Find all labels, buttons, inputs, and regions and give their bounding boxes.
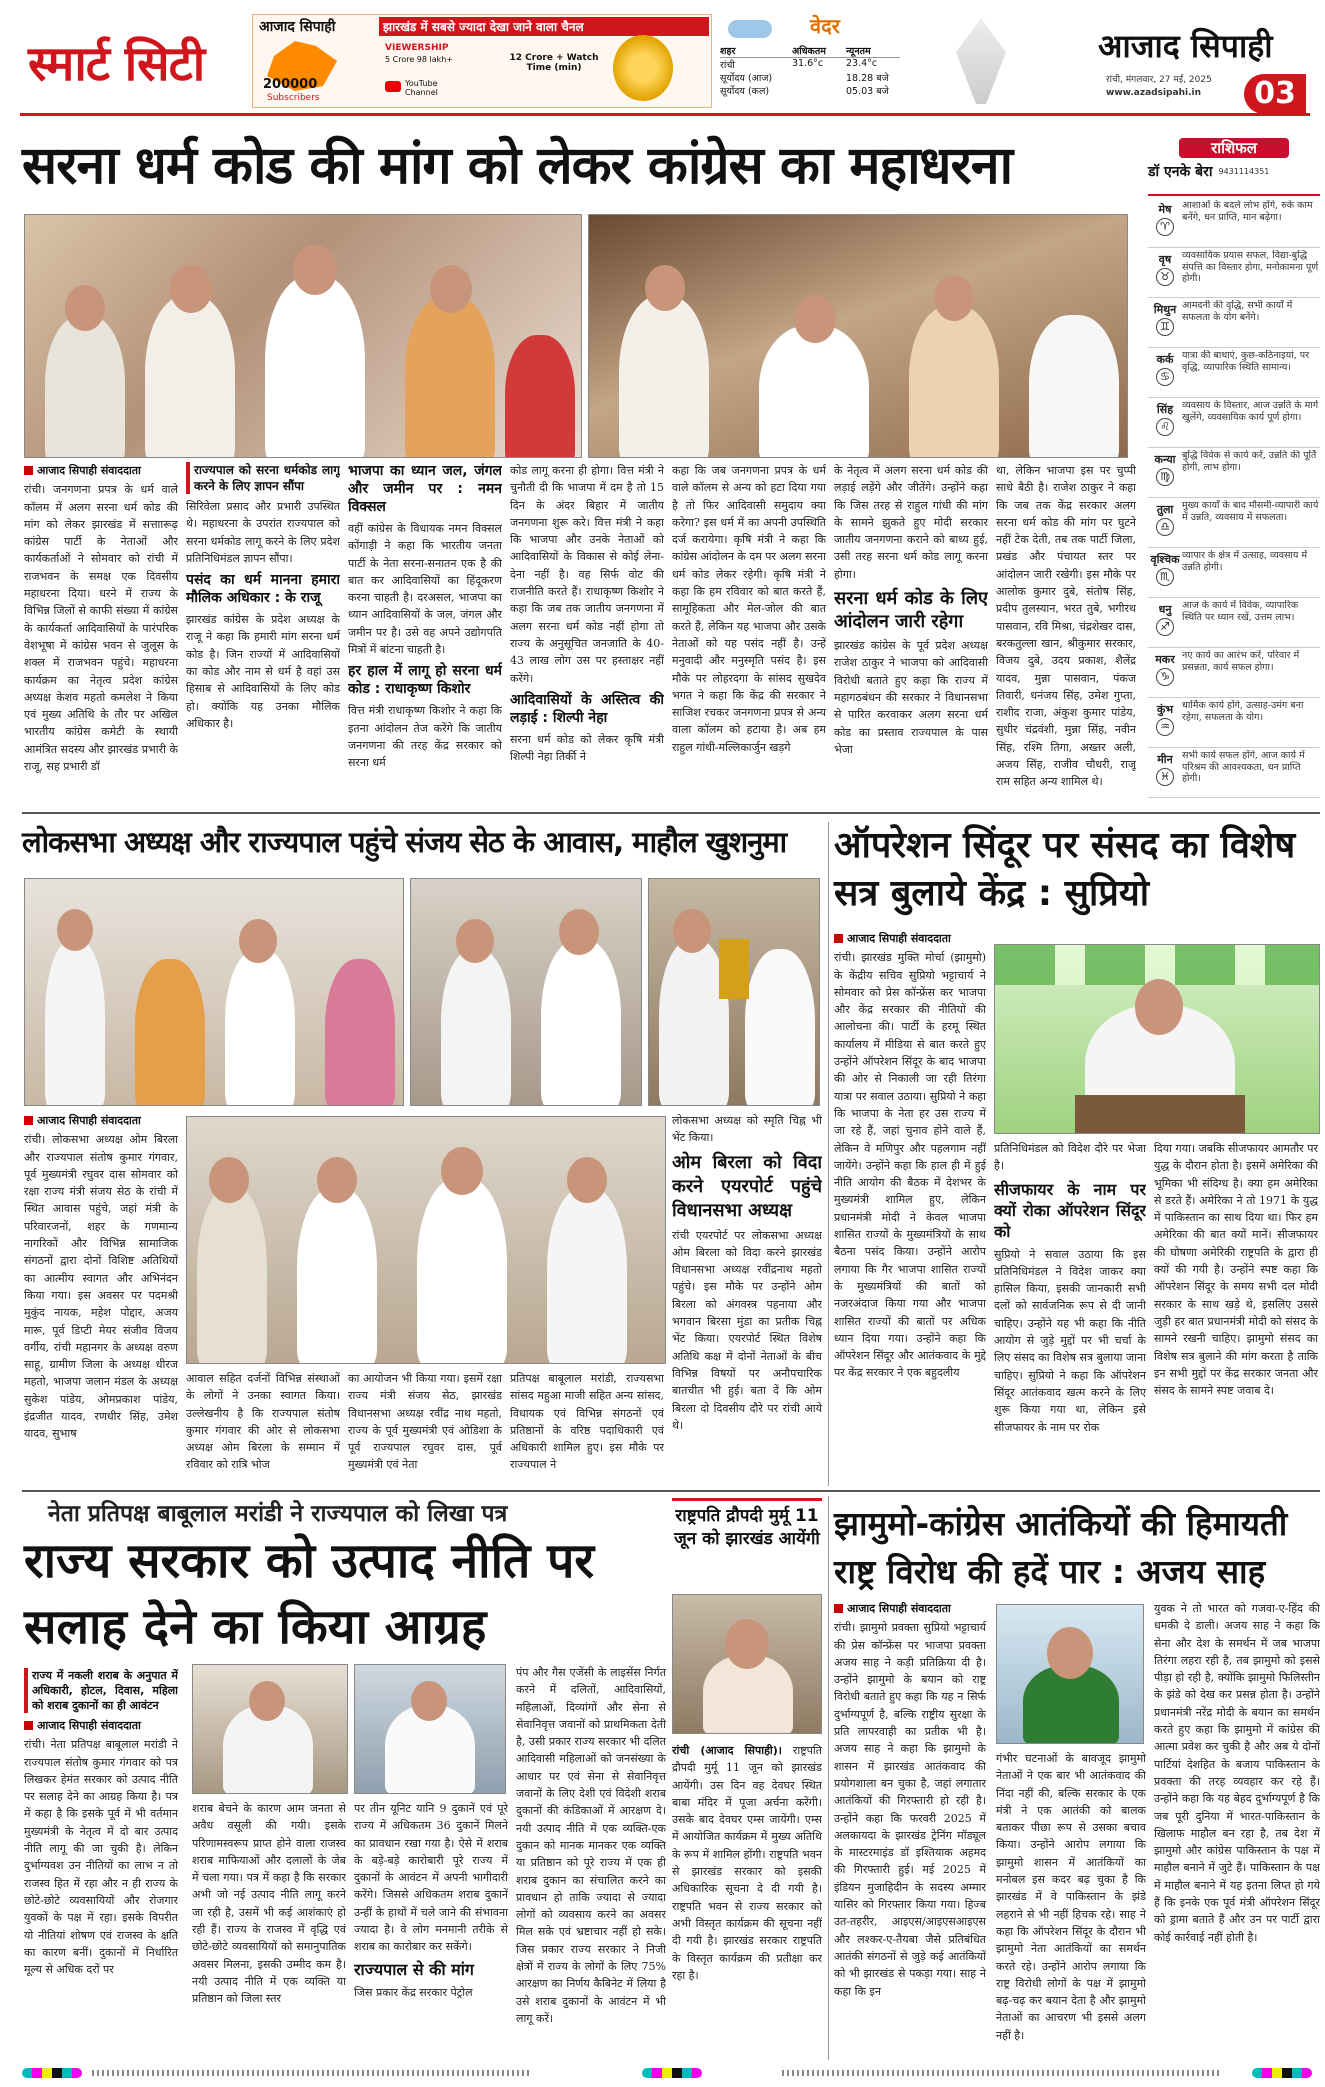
page-number: 03 <box>1244 74 1306 114</box>
rashifal-sign-name: तुला <box>1156 503 1174 516</box>
story1-col5 <box>672 462 826 808</box>
weather-col-city: शहर <box>720 46 736 57</box>
rashifal-sign-text: व्यापार के क्षेत्र में उत्साह, व्यवसाय में उन्नति होगी। <box>1182 550 1308 573</box>
story4-body: शराब बेचने के कारण आम जनता से अवैध वसूली की गयी। इसके परिणामस्वरूप प्राप्त होने वाला राजस्व शराब माफियाओं और दलालों के जेब में चला गया। पत्र में कहा है कि सरकार अभी जो नई उत्पाद नीति लागू करने जा रही है, उसमें भी कई आशंकाएं हो रही हैं। राज्य के राजस्व में वृद्धि एवं छोटे-छोटे व्यवसायियों को समानुपातिक अवसर मिलना, इसकी उम्मीद कम है। नयी उत्पाद नीति में एक व्यक्ति या प्रतिष्ठान को जिला स्तर <box>192 1802 346 2006</box>
rashifal-sign-name: मीन <box>1157 753 1173 766</box>
story2-col2 <box>186 1370 340 1486</box>
story3-subhead: सीजफायर के नाम पर क्यों रोका ऑपरेशन सिंदूर को <box>994 1179 1146 1241</box>
rashifal-sign-text: व्यवसायिक प्रयास सफल, विद्या-बुद्धि संपत्ति का विस्तार होगा, मनोकामना पूर्ण होगी। <box>1182 250 1319 284</box>
channel-ad <box>252 14 712 108</box>
rashifal-sign-text: मुख्य कार्यों के बाद मौसमी-व्यापारी कार्य में उन्नति, व्यवसाय में सफलता। <box>1182 500 1319 523</box>
ad-viewership-value: 5 Crore 98 lakh+ <box>385 55 454 64</box>
story5-photo <box>672 1594 822 1734</box>
story4-body: रांची। नेता प्रतिपक्ष बाबूलाल मरांडी ने राज्यपाल संतोष कुमार गंगवार को पत्र लिखकर हेमंत सरकार को उत्पाद नीति पर सलाह देने का आग्रह किया है। पत्र में कहा है कि इसके पूर्व में भी वर्तमान मुख्यमंत्री के नेतृत्व में दो बार उत्पाद नीति लागू की जा चुकी है। लेकिन दुर्भाग्यवश उन नीतियों का लाभ न तो राजस्व हित में रहा और न ही राज्य के छोटे-छोटे व्यवसायियों और रोजगार युवकों के पक्ष में रहा। इसके विपरीत यो नीतियां शोषण एवं राजस्व के क्षति का कारण बनीं। दुकानों में निर्धारित मूल्य से अधिक दरों पर <box>24 1738 178 1977</box>
story1-col6 <box>834 462 988 808</box>
story1-byline: आजाद सिपाही संवाददाता <box>37 464 141 477</box>
story1-subhead: आदिवासियों के अस्तित्व की लड़ाई : शिल्पी नेहा <box>510 691 664 726</box>
story3-body: प्रतिनिधिमंडल को विदेश दौरे पर भेजा है। <box>994 1142 1146 1173</box>
story2-body: का आयोजन भी किया गया। इसमें रक्षा राज्य मंत्री संजय सेठ, झारखंड विधानसभा अध्यक्ष रवींद्र नाथ महतो, राज्य के पूर्व मुख्यमंत्री एवं ओडिशा के पूर्व राज्यपाल रघुवर दास, पूर्व मुख्यमंत्री एवं नेता <box>348 1372 502 1472</box>
story4-subhead: राज्यपाल से की मांग <box>354 1959 474 1979</box>
story4-col3 <box>354 1800 508 2060</box>
rashifal-sign-name: मेष <box>1158 203 1172 216</box>
story2-body: रांची। लोकसभा अध्यक्ष ओम बिरला और राज्यपाल संतोष कुमार गंगवार, पूर्व मुख्यमंत्री रघुवर दास सोमवार को रक्षा राज्य मंत्री संजय सेठ के रांची में स्थित आवास पहुंचे, जहां मंत्री के परिवारजनों, शहर के गणमान्य नागरिकों और विभिन्न सामाजिक संगठनों द्वारा दोनों विशिष्ट अतिथियों का आत्मीय स्वागत और अभिनंदन किया गया। इस अवसर पर पदमश्री मुकुंद नायक, महेश पोद्दार, अजय मारू, पूर्व डिप्टी मेयर संजीव विजय वर्गीय, रांची महानगर के अध्यक्ष वरुण साहू, ग्रामीण जिला के अध्यक्ष धीरज महतो, भाजपा जलान मंडल के अध्यक्ष सुकेश पांडेय, ओमप्रकाश पांडेय, इंद्रजीत यादव, रणधीर सिंह, उमेश यादव, सुभाष <box>24 1133 178 1441</box>
capricorn-icon: ♑ <box>1156 668 1174 686</box>
rashifal-sign-name: मकर <box>1155 653 1175 666</box>
story1-col2 <box>186 462 340 808</box>
story6-byline: आजाद सिपाही संवाददाता <box>847 1602 951 1615</box>
pisces-icon: ♓ <box>1156 768 1174 786</box>
story1-photo-left <box>24 214 582 458</box>
ad-brand: आजाद सिपाही <box>259 19 336 35</box>
story2-body: लोकसभा अध्यक्ष को स्मृति चिह्न भी भेंट किया। <box>672 1114 822 1145</box>
story6-body: रांची। झामुमो प्रवक्ता सुप्रियो भट्टाचार्य की प्रेस कॉन्फ्रेंस पर भाजपा प्रवक्ता अजय साह ने कड़ी प्रतिक्रिया दी है। उन्होंने झामुमो के बयान को राष्ट्र विरोधी बताते हुए कहा कि यह न सिर्फ दुर्भाग्यपूर्ण है, बल्कि राष्ट्रीय सुरक्षा के प्रति लापरवाही का प्रतीक भी है। अजय साह ने कहा कि झामुमो के शासन में झारखंड आतंकवाद की प्रयोगशाला बन चुका है, जहां लगातार आतंकियों की गिरफ्तारी हो रही है। उन्होंने कहा कि फरवरी 2025 में अलकायदा के झारखंड ट्रेनिंग मॉड्यूल के मास्टरमाइंड डॉ इश्तियाक अहमद की गिरफ्तारी हुई। मई 2025 में इंडियन मुजाहिदीन के सदस्य अम्मार यासिर को गिरफ्तार किया गया। हिज्ब उत-तहरीर, आइएस/आइएसआइएस और लश्कर-ए-तैयबा जैसे प्रतिबंधित आतंकी संगठनों से जुड़े कई आतंकियों को भी झारखंड से पकड़ा गया। साह ने कहा कि इन <box>834 1621 986 1998</box>
story4-body: पंप और गैस एजेंसी के लाइसेंस निर्गत करने में दलितों, आदिवासियों, महिलाओं, दिव्यांगों और सेना से सेवानिवृत्त जवानों को प्राथमिकता देती है, उसी प्रकार राज्य सरकार भी दलित आदिवासी महिलाओं को जनसंख्या के आधार पर एवं सेना से सेवानिवृत्त जवानों के लिए देशी एवं विदेशी शराब दुकानों की कंडिकाओं में आरक्षण दे। नयी उत्पाद नीति में एक व्यक्ति-एक दुकान को मानक मानकर एक व्यक्ति या प्रतिष्ठान को पूरे राज्य में एक ही शराब दुकान का संचालित करने का प्रावधान हो ताकि ज्यादा से ज्यादा लोगों को व्यवसाय करने का अवसर मिल सके एवं भ्रष्टाचार नहीं हो सके। जिस प्रकार राज्य सरकार ने निजी क्षेत्रों में राज्य के लोगों के लिए 75% आरक्षण का निर्णय कैबिनेट में लिया है उसे शराब दुकानों के आवंटन में भी लागू करें। <box>516 1666 666 2025</box>
story1-body: वहीं कांग्रेस के विधायक नमन विक्सल कोंगाड़ी ने कहा कि भारतीय जनता पार्टी के नेता सरना-सनातन एक है की बात कर आदिवासियों का हिंदूकरण करना चाहती है। दरअसल, भाजपा का ध्यान आदिवासियों के जल, जंगल और जमीन पर है। उसे वह अपने उद्योगपति मित्रों में बांटना चाहती है। <box>348 522 502 657</box>
story1-sub-box: राज्यपाल को सरना धर्मकोड लागू करने के लिए ज्ञापन सौंपा <box>186 462 340 494</box>
rashifal-sign-text: धार्मिक कार्य होंगे, उत्साह-उमंग बना रहेगा, सफलता के योग। <box>1182 700 1304 723</box>
story4-col4 <box>516 1664 666 2060</box>
story4-photo-left <box>192 1664 348 1794</box>
story1-body: झारखंड कांग्रेस के प्रदेश अध्यक्ष के राजू ने कहा कि हमारी मांग सरना धर्म कोड है। जिन राज्यों में आदिवासियों का कोड और नाम से धर्म है वहां उस हिसाब से आदिवासियों के लिए कोड हो। क्योंकि यह उनका मौलिक अधिकार है। <box>186 613 340 730</box>
aquarius-icon: ♒ <box>1156 718 1174 736</box>
ad-youtube: YouTube Channel <box>405 79 438 97</box>
story6-body: गंभीर घटनाओं के बावजूद झामुमो नेताओं ने एक बार भी आतंकवाद की निंदा नहीं की, बल्कि सरकार के एक मंत्री ने एक आतंकी को बालक बताकर पीछा रूप से उसका बचाव किया। उन्होंने आरोप लगाया कि झामुमो शासन में आतंकियों का मनोबल इस कदर बढ़ चुका है कि झारखंड में वे पाकिस्तान के झंडे लहराने से भी नहीं हिचक रहे। साह ने कहा कि ऑपरेशन सिंदूर के दौरान भी झामुमो नेता आतंकियों का समर्थन करते रहे। उन्होंने आरोप लगाया कि राष्ट्र विरोधी लोगों के पक्ष में झामुमो बढ़-चढ़ कर बयान देता है और झामुमो नेताओं का आचरण भी इससे अलग नहीं है। <box>996 1752 1146 2042</box>
story1-subhead: भाजपा का ध्यान जल, जंगल और जमीन पर : नमन विक्सल <box>348 463 502 515</box>
rashifal-row <box>1148 750 1320 798</box>
story2-body: रांची एयरपोर्ट पर लोकसभा अध्यक्ष ओम बिरला को विदा करने झारखंड विधानसभा अध्यक्ष रवींद्रनाथ महतो पहुंचे। इस मौके पर उन्होंने ओम बिरला को अंगवस्त्र पहनाया और भगवान बिरसा मुंडा का प्रतीक चिह्न भेंट किया। एयरपोर्ट स्थित विशेष अतिथि कक्ष में दोनों नेताओं के बीच विभिन्न विषयों पर अनौपचारिक बातचीत भी हुई। बता दें कि ओम बिरला दो दिवसीय दौरे पर रांची आये थे। <box>672 1228 822 1432</box>
rashifal-row <box>1148 550 1320 598</box>
story1-body: सरना धर्म कोड को लेकर कृषि मंत्री शिल्पी नेहा तिर्की ने <box>510 732 664 764</box>
story2-body: आवाल सहित दर्जनों विभिन्न संस्थाओं के लोगों ने उनका स्वागत किया। उल्लेखनीय है कि राज्यपाल संतोष कुमार गंगवार की ओर से लोकसभा अध्यक्ष ओम बिरला के सम्मान में रविवार को रात्रि भोज <box>186 1372 340 1472</box>
story3-col2 <box>994 1140 1146 1486</box>
page-header <box>20 8 1310 116</box>
rashifal-title: राशिफल <box>1179 138 1289 158</box>
rashifal-sign-text: सभी कार्य सफल होंगे, आज कार्य में परिश्रम की आवश्यकता, धन प्राप्ति होगी। <box>1182 750 1305 784</box>
rashifal-row <box>1148 700 1320 748</box>
byline-marker-icon <box>834 934 843 943</box>
libra-icon: ♎ <box>1156 518 1174 536</box>
cancer-icon: ♋ <box>1156 368 1174 386</box>
ad-subscribers-label: Subscribers <box>267 93 320 103</box>
story5-headline: राष्ट्रपति द्रौपदी मुर्मू 11 जून को झारखंड आयेंगी <box>672 1498 822 1551</box>
story4-body: पर तीन यूनिट यानि 9 दुकानें एवं पूरे राज्य में अधिकतम 36 दुकानें मिलने का प्रावधान रखा गया है। ऐसे में शराब के बड़े-बड़े कारोबारी पूरे राज्य में दुकानों के आवंटन में अपनी भागीदारी करेंगे। जिससे अधिकतम शराब दुकानें उन्हीं के हाथों में चले जाने की संभावना ज्यादा है। वे लोग मनमानी तरीके से शराब का कारोबार कर सकेंगे। <box>354 1802 508 1954</box>
story3-col1 <box>834 930 986 1486</box>
story6-body: युवक ने तो भारत को गजवा-ए-हिंद की धमकी दे डाली। अजय साह ने कहा कि सेना और देश के समर्थन में जब भाजपा तिरंगा लहरा रही है, तब झामुमो को इससे पीड़ा हो रही है, क्योंकि झामुमो फिलिस्तीन के झंडे को देख कर प्रसन्न होता है। उन्होंने प्रधानमंत्री नरेंद्र मोदी के बयान का समर्थन करते हुए कहा कि झामुमो में कांग्रेस की आत्मा प्रवेश कर चुकी है और अब ये दोनों पार्टियां देशहित के बजाय पाकिस्तान के प्रवक्ता की तरह व्यवहार कर रहे हैं। उन्होंने कहा कि यह बेहद दुर्भाग्यपूर्ण है कि जब पूरी दुनिया में भारत-पाकिस्तान के खिलाफ माहौल बन रहा है, तब देश में झामुमो और कांग्रेस पाकिस्तान के पक्ष में माहौल बनाने में जुटे हैं। पाकिस्तान के पक्ष में माहौल बनाने में यह इतना लिप्त हो गये हैं कि इनके एक पूर्व मंत्री ऑपरेशन सिंदूर को ड्रामा बताते हैं और उन पर पार्टी द्वारा कोई कार्रवाई नहीं होती है। <box>1154 1602 1320 1944</box>
story4-col2 <box>192 1800 346 2060</box>
story3-col3 <box>1154 1140 1318 1486</box>
story4-photo-right <box>354 1664 506 1794</box>
weather-city: सूर्योदय (कल) <box>720 86 770 97</box>
story1-col1 <box>24 462 178 808</box>
leo-icon: ♌ <box>1156 418 1174 436</box>
story1-col3 <box>348 462 502 808</box>
rashifal-sign-text: आज के कार्य में विवेक, व्यापारिक स्थिति पर ध्यान रखें, उत्तम लाभ। <box>1182 600 1299 623</box>
story2-photo-3 <box>648 878 820 1106</box>
weather-max: 31.6°c <box>792 58 824 69</box>
weather-min: 05.03 बजे <box>846 86 889 97</box>
story2-photo-4 <box>186 1116 666 1364</box>
story1-body: था, लेकिन भाजपा इस पर चुप्पी साधे बैठी है। राजेश ठाकुर ने कहा कि जब तक केंद्र सरकार अलग सरना धर्म कोड की मांग पर घुटने नहीं टेक देती, तब तक पार्टी जिला, प्रखंड और पंचायत स्तर पर आंदोलन जारी रखेगी। इस मौके पर आलोक कुमार दुबे, संतोष सिंह, प्रदीप तुलस्यान, भरत तुबे, भगीरथ पासवान, रवि मिश्रा, चंद्रशेखर दास, बरकतुल्ला खान, श्रीकुमार सरकार, विजय दुबे, उदय प्रकाश, शैलेंद्र यादव, मुन्ना पासवान, पंकज तिवारी, धनंजय सिंह, उमेश गुप्ता, राशीद राजा, अंकुश कुमार पांडेय, सुधीर चंद्रवंशी, मुन्ना सिंह, नवीन सिंह, रश्मि तिगा, अख्तर अली, अजय सिंह, राजीव चौधरी, राजू राम सहित अन्य शामिल थे। <box>996 464 1136 789</box>
pen-nib-icon <box>956 18 1006 104</box>
rashifal-row <box>1148 600 1320 648</box>
story6-col3 <box>1154 1600 1320 2060</box>
rashifal-header <box>1148 134 1320 196</box>
rashifal-phone: 9431114351 <box>1218 167 1270 176</box>
dateline: रांची, मंगलवार, 27 मई, 2025 <box>1106 75 1212 85</box>
gemini-icon: ♊ <box>1156 318 1174 336</box>
ad-watch-time: 12 Crore + Watch Time (min) <box>509 53 599 73</box>
rashifal-sign-text: बुद्धि विवेक से कार्य करें, उन्नति की पूर्ति होगी, लाभ होगा। <box>1182 450 1317 473</box>
story2-col5 <box>672 1112 822 1486</box>
weather-min: 23.4°c <box>846 58 878 69</box>
rashifal-sign-text: व्यवसाय के विस्तार, आज उन्नति के मार्ग खुलेंगे, व्यवसायिक कार्य पूर्ण होगा। <box>1182 400 1319 423</box>
ad-slogan: झारखंड में सबसे ज्यादा देखा जाने वाला चैनल <box>379 17 709 36</box>
story1-col4 <box>510 462 664 808</box>
story5-box <box>672 1498 822 2060</box>
story3-body: रांची। झारखंड मुक्ति मोर्चा (झामुमो) के केंद्रीय सचिव सुप्रियो भट्टाचार्य ने सोमवार को प्रेस कॉन्फ्रेंस कर भाजपा और केंद्र सरकार की नीतियों की आलोचना की। पार्टी के हरमू स्थित कार्यालय में मीडिया से बात करते हुए उन्होंने ऑपरेशन सिंदूर के बाद भाजपा की ओर से निकाली जा रही तिरंगा यात्रा पर सवाल उठाया। सुप्रियो ने कहा कि भाजपा के नेता हर उस राज्य में जा रहे हैं, जहां चुनाव होने वाले हैं, लेकिन वे मणिपुर और पहलगाम नहीं जायेंगे। उन्होंने कहा कि हाल ही में हुई नीति आयोग की बैठक में देशभर के मुख्यमंत्री शामिल हुए, लेकिन प्रधानमंत्री मोदी ने केवल भाजपा शासित राज्यों के मुख्यमंत्रियों के साथ बैठना पसंद किया। उन्होंने आरोप लगाया कि गैर भाजपा शासित राज्यों के मुख्यमंत्रियों की बातों को नजरअंदाज किया गया और भाजपा शासित राज्यों की बातों पर अधिक ध्यान दिया गया। उन्होंने कहा कि ऑपरेशन सिंदूर और आतंकवाद के मुद्दे पर केंद्र सरकार ने एक बहुदलीय <box>834 951 986 1380</box>
story3-byline: आजाद सिपाही संवाददाता <box>847 932 951 945</box>
story4-byline: आजाद सिपाही संवाददाता <box>37 1719 141 1732</box>
rashifal-row <box>1148 250 1320 298</box>
story4-sub-box: राज्य में नकली शराब के अनुपात में अधिकारी, होटल, दिवास, महिला को शराब दुकानों का ही आवंटन <box>24 1668 178 1713</box>
rashifal-sign-name: मिथुन <box>1153 303 1177 316</box>
story2-photo-1 <box>24 878 404 1106</box>
registration-marks <box>22 2066 1320 2080</box>
story1-subhead: हर हाल में लागू हो सरना धर्म कोड : राधाकृष्ण किशोर <box>348 663 502 698</box>
masthead: आजाद सिपाही <box>1098 27 1273 65</box>
rashifal-sign-name: कुंभ <box>1156 703 1174 716</box>
story6-col2 <box>996 1750 1146 2060</box>
weather-table <box>720 44 900 97</box>
rashifal-sign-name: कर्क <box>1156 353 1174 366</box>
story5-byline: रांची (आजाद सिपाही)। <box>672 1744 782 1757</box>
story1-col7 <box>996 462 1136 808</box>
story3-body: दिया गया। जबकि सीजफायर आमतौर पर युद्ध के दौरान होता है। इसमें अमेरिका की भूमिका भी संदिग्ध है। क्या हम अमेरिका से डरते हैं। अमेरिका ने तो 1971 के युद्ध में पाकिस्तान का साथ दिया था। फिर हम अमेरिका की बात क्यों मानें। सीजफायर की घोषणा अमेरिकी राष्ट्रपति के द्वारा ही क्यों की गयी है। उन्होंने स्पष्ट कहा कि ऑपरेशन सिंदूर के समय सभी दल मोदी सरकार के साथ खड़े थे, इसलिए उससे जुड़ी हर बात प्रधानमंत्री मोदी को संसद के सामने रखनी चाहिए। झामुमो संसद का विशेष सत्र बुलाने की मांग करता है ताकि इन सभी मुद्दों पर केंद्र सरकार जनता और संसद के सामने स्पष्ट जवाब दे। <box>1154 1142 1318 1398</box>
story5-body: राष्ट्रपति द्रौपदी मुर्मू 11 जून को झारखंड आयेंगी। उस दिन वह देवघर स्थित बाबा मंदिर में पूजा अर्चना करेंगी। उसके बाद देवघर एम्स जायेंगी। एम्स में आयोजित कार्यक्रम में मुख्य अतिथि के रूप में शामिल होंगी। राष्ट्रपति भवन से झारखंड सरकार को इसकी अधिकारिक सूचना दे दी गयी है। राष्ट्रपति भवन से राज्य सरकार को अभी विस्तृत कार्यक्रम की सूचना नहीं दी गयी है। झारखंड सरकार राष्ट्रपति के विस्तृत कार्यक्रम की प्रतीक्षा कर रहा है। <box>672 1744 822 1982</box>
weather-col-max: अधिकतम <box>792 46 826 57</box>
story1-subhead: पसंद का धर्म मानना हमारा मौलिक अधिकार : के राजू <box>186 572 340 607</box>
rashifal-sign-text: नए कार्य का आरंभ करें, परिवार में प्रसन्नता, कार्य सफल होगा। <box>1182 650 1300 673</box>
story1-body: कोड लागू करना ही होगा। वित्त मंत्री ने चुनौती दी कि भाजपा में दम है तो 15 दिन के अंदर बिहार में जातीय जनगणना शुरू करे। वित्त मंत्री ने कहा कि भाजपा और उनके नेताओं को आदिवासियों के विकास से कोई लेना-देना नहीं है। वह सिर्फ वोट की राजनीति करते हैं। राधाकृष्ण किशोर ने कहा कि जब तक जातीय जनगणना में अलग सरना धर्म कोड नहीं होगा तो राज्य के अनुसूचित जनजाति के 40-43 लाख लोग उस पर हस्ताक्षर नहीं करेंगे। <box>510 464 664 685</box>
sagittarius-icon: ♐ <box>1156 618 1174 636</box>
rashifal-sign-name: वृश्चिक <box>1150 553 1180 566</box>
rashifal-sign-name: वृष <box>1158 253 1172 266</box>
story2-col1 <box>24 1112 178 1486</box>
weather-box <box>720 12 1030 110</box>
weather-city: सूर्योदय (आज) <box>720 73 773 84</box>
rashifal-row <box>1148 450 1320 498</box>
rashifal-row <box>1148 400 1320 448</box>
aries-icon: ♈ <box>1156 218 1174 236</box>
byline-marker-icon <box>24 1721 33 1730</box>
story2-body: प्रतिपक्ष बाबूलाल मरांडी, राज्यसभा सांसद महुआ माजी सहित अन्य सांसद, विधायक एवं विभिन्न संगठनों एवं प्रतिष्ठानों के वरिष्ठ पदाधिकारी एवं अधिकारी शामिल हुए। इस मौके पर राज्यपाल ने <box>510 1372 664 1472</box>
story2-byline: आजाद सिपाही संवाददाता <box>37 1114 141 1127</box>
ad-subscribers: 200000 <box>263 77 318 92</box>
story1-body: के नेतृत्व में अलग सरना धर्म कोड की लड़ाई लड़ेंगे और जीतेंगे। उन्होंने कहा कि जिस तरह से राहुल गांधी की मांग के सामने झुकते हुए मोदी सरकार जातीय जनगणना कराने को बाध्य हुई, उसी तरह सरना धर्म कोड लागू करना होगा। <box>834 464 988 581</box>
taurus-icon: ♉ <box>1156 268 1174 286</box>
story3-body: सुप्रियो ने सवाल उठाया कि इस प्रतिनिधिमंडल ने विदेश जाकर क्या हासिल किया, इसकी जानकारी सभी दलों को सार्वजनिक रूप से दी जानी चाहिए। उन्होंने यह भी कहा कि नीति आयोग से जुड़े मुद्दों पर भी चर्चा के लिए संसद का विशेष सत्र बुलाया जाना चाहिए। सुप्रियो ने कहा कि ऑपरेशन सिंदूर आतंकवाद खत्म करने के लिए शुरू किया गया था, लेकिन इसे सीजफायर के नाम पर रोक <box>994 1247 1146 1434</box>
weather-col-min: न्यूनतम <box>846 46 871 57</box>
website: www.azadsipahi.in <box>1106 88 1201 98</box>
story1-body: सिरिवेला प्रसाद और प्रभारी उपस्थित थे। महाधरना के उपरांत राज्यपाल को सरना धर्मकोड लागू करने के लिए प्रदेश प्रतिनिधिमंडल ज्ञापन सौंपा। <box>186 500 340 565</box>
ad-viewership-label: VIEWERSHIP <box>385 43 449 53</box>
weather-max <box>792 84 846 97</box>
story4-kicker: नेता प्रतिपक्ष बाबूलाल मरांडी ने राज्यपाल को लिखा पत्र <box>48 1501 508 1527</box>
story1-photo-right <box>588 214 1128 458</box>
rashifal-sign-name: कन्या <box>1154 453 1176 466</box>
youtube-icon <box>385 81 401 92</box>
cloud-icon <box>728 20 772 38</box>
story6-photo <box>996 1604 1144 1744</box>
byline-marker-icon <box>24 1116 33 1125</box>
weather-title: वेदर <box>810 14 840 38</box>
rashifal-sign-name: सिंह <box>1156 403 1174 416</box>
weather-city: रांची <box>720 60 735 71</box>
rashifal-sign-text: यात्रा की बाधाएं, कुछ-कठिनाइयां, पर वृद्धि, व्यापारिक स्थिति सामान्य। <box>1182 350 1310 373</box>
story5-text <box>672 1742 822 2060</box>
award-badge-icon <box>613 35 673 101</box>
byline-marker-icon <box>24 466 33 475</box>
story2-headline: लोकसभा अध्यक्ष और राज्यपाल पहुंचे संजय सेठ के आवास, माहौल खुशनुमा <box>22 825 787 859</box>
story2-col4 <box>510 1370 664 1486</box>
scorpio-icon: ♏ <box>1156 568 1174 586</box>
story1-body: वित्त मंत्री राधाकृष्ण किशोर ने कहा कि इतना आंदोलन तेज करेंगे कि जातीय जनगणना की तरह केंद्र सरकार को सरना धर्म <box>348 704 502 770</box>
byline-marker-icon <box>834 1604 843 1613</box>
story2-photo-2 <box>410 878 642 1106</box>
story2-subhead: ओम बिरला को विदा करने एयरपोर्ट पहुंचे विधानसभा अध्यक्ष <box>672 1151 822 1221</box>
story4-col1 <box>24 1668 178 2060</box>
rashifal-row <box>1148 650 1320 698</box>
rashifal-sign-text: आमदनी की वृद्धि, सभी कार्यों में सफलता के योग बनेंगे। <box>1182 300 1293 323</box>
rashifal-author: डॉ एनके बेरा <box>1148 164 1213 180</box>
weather-max <box>792 71 846 84</box>
story3-headline: ऑपरेशन सिंदूर पर संसद का विशेष सत्र बुलाये केंद्र : सुप्रियो <box>834 825 1296 914</box>
rashifal-sign-text: आशाओं के बदले लोभ होंगे, रुके काम बनेंगे, धन प्राप्ति, मान बढ़ेगा। <box>1182 200 1313 223</box>
section-title: स्मार्ट सिटी <box>28 36 205 92</box>
virgo-icon: ♍ <box>1156 468 1174 486</box>
story1-body: झारखंड कांग्रेस के पूर्व प्रदेश अध्यक्ष राजेश ठाकुर ने भाजपा को आदिवासी विरोधी बताते हुए कहा कि राज्य में महागठबंधन की सरकार ने विधानसभा से पारित करवाकर अलग सरना धर्म कोड का प्रस्ताव राज्यपाल के पास भेजा <box>834 639 988 756</box>
story1-headline: सरना धर्म कोड की मांग को लेकर कांग्रेस का महाधरना <box>22 136 1013 196</box>
story3-photo <box>994 944 1320 1134</box>
rashifal-row <box>1148 500 1320 548</box>
story6-col1 <box>834 1600 986 2060</box>
story1-body: कहा कि जब जनगणना प्रपत्र के धर्म वाले कॉलम से अन्य को हटा दिया गया है तो फिर आदिवासी समुदाय क्या करेगा? इस धर्म में का अपनी उपस्थिति दर्ज करायेगा। कृषि मंत्री ने कहा कि कांग्रेस आंदोलन के दम पर अलग सरना धर्म कोड लेकर रहेगी। कृषि मंत्री ने कहा कि हम रविवार को बात करते हैं, सामूहिकता और मेल-जोल की बात करते हैं, लेकिन यह भाजपा और उसके नेताओं को यह पसंद नहीं है। उन्हें मनुवादी और मनुस्मृति पसंद है। इस मौके पर लोहरदगा के सांसद सुखदेव भगत ने कहा कि केंद्र की सरकार ने साजिश रचकर जनगणना प्रपत्र से अन्य वाला कॉलम को हटाया है। अब हम राहुल गांधी-मल्लिकार्जुन खड़गे <box>672 464 826 754</box>
story1-subhead: सरना धर्म कोड के लिए आंदोलन जारी रहेगा <box>834 588 988 633</box>
weather-min: 18.28 बजे <box>846 73 889 84</box>
story4-headline: राज्य सरकार को उत्पाद नीति पर सलाह देने का किया आग्रह <box>24 1533 594 1655</box>
rashifal-row <box>1148 350 1320 398</box>
rashifal-row <box>1148 300 1320 348</box>
story4-body: जिस प्रकार केंद्र सरकार पेट्रोल <box>354 1985 473 1999</box>
story6-headline: झामुमो-कांग्रेस आतंकियों की हिमायती राष्ट्र विरोध की हदें पार : अजय साह <box>834 1504 1288 1591</box>
rashifal-sign-name: धनु <box>1158 603 1172 616</box>
story2-col3 <box>348 1370 502 1486</box>
story1-body: रांची। जनगणना प्रपत्र के धर्म वाले कॉलम में अलग सरना धर्म कोड की मांग को लेकर झारखंड में सत्ताारूढ़ कांग्रेस पार्टी के नेताओं और कार्यकर्ताओं ने सोमवार को रांची में राजभवन के समक्ष एक दिवसीय महाधरना दिया। धरने में राज्य के विभिन्न जिलों से काफी संख्या में कांग्रेस के कार्यकर्ता आदिवासियों के पारंपरिक वेशभूषा में कांग्रेस भवन से जुलूस के शक्ल में राजभवन पहुंचे। महाधरना कार्यक्रम का नेतृत्व प्रदेश कांग्रेस अध्यक्ष केशव महतो कमलेश ने किया एवं मुख्य अतिथि के तौर पर अखिल भारतीय कांग्रेस कमेटी के स्थायी आमंत्रित सदस्य और झारखंड प्रभारी के राजू, सह प्रभारी डॉ <box>24 483 178 774</box>
rashifal-row <box>1148 200 1320 248</box>
